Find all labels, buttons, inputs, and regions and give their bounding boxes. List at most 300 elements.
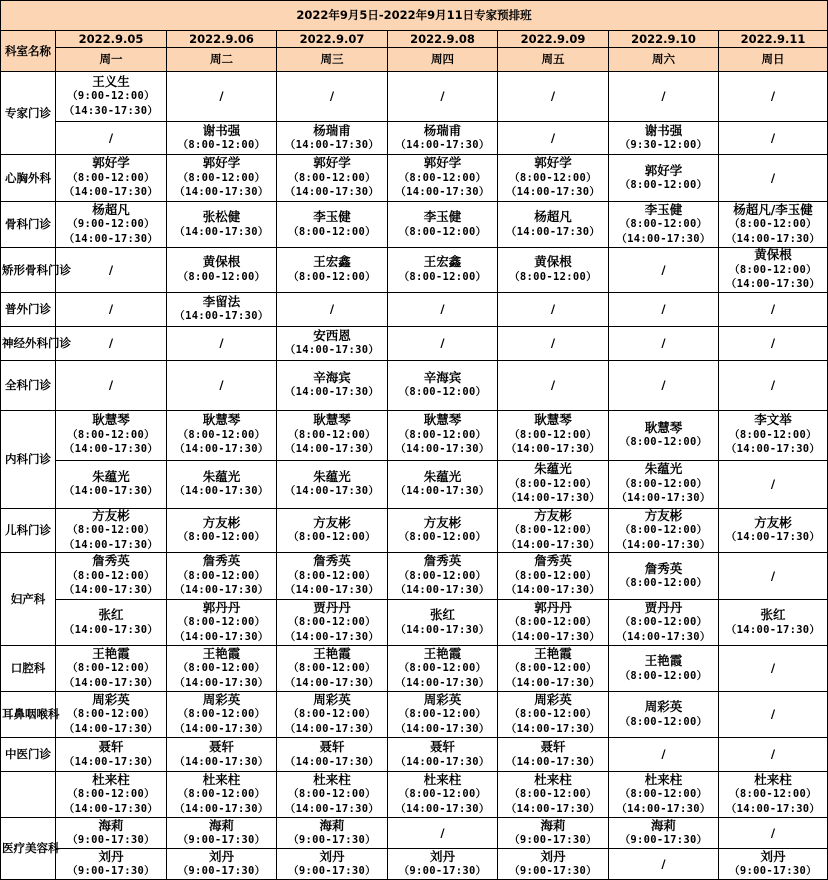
schedule-cell bbox=[167, 292, 277, 326]
time-slot: （14:00-17:30） bbox=[505, 722, 601, 735]
schedule-cell: / bbox=[719, 155, 828, 202]
time-slot: （8:00-12:00） bbox=[288, 616, 376, 629]
doctor-name: 郭好学 bbox=[313, 155, 351, 171]
time-slot: （14:00-17:30） bbox=[284, 186, 380, 199]
time-slot: （14:00-17:30） bbox=[395, 443, 490, 456]
department-name: 骨科门诊 bbox=[1, 202, 56, 248]
time-slot: （8:00-12:00） bbox=[67, 662, 155, 675]
time-slot: （14:00-17:30） bbox=[395, 676, 490, 689]
doctor-name: 杜来柱 bbox=[754, 771, 792, 787]
schedule-cell: / bbox=[167, 326, 277, 360]
schedule-cell: / bbox=[388, 292, 498, 326]
time-slot: （14:00-17:30） bbox=[174, 722, 269, 735]
weekday-header: 周二 bbox=[167, 48, 277, 72]
table-row bbox=[1, 508, 828, 553]
schedule-cell bbox=[167, 772, 277, 818]
schedule-cell bbox=[719, 849, 828, 880]
schedule-cell bbox=[56, 818, 167, 849]
schedule-cell bbox=[719, 202, 828, 248]
time-slot: （14:00-17:30） bbox=[725, 443, 821, 456]
time-slot: （8:00-12:00） bbox=[619, 616, 708, 629]
department-name: 儿科门诊 bbox=[1, 508, 56, 553]
doctor-name: 郭好学 bbox=[92, 155, 130, 171]
doctor-name: 聂轩 bbox=[540, 739, 566, 754]
schedule-cell bbox=[56, 460, 167, 508]
schedule-cell bbox=[277, 818, 388, 849]
doctor-name: 聂轩 bbox=[98, 739, 124, 754]
schedule-cell bbox=[167, 122, 277, 155]
schedule-cell: / bbox=[498, 292, 609, 326]
schedule-cell bbox=[719, 600, 828, 646]
doctor-name: 海莉 bbox=[98, 817, 124, 833]
doctor-name: 朱蕴光 bbox=[202, 468, 241, 484]
doctor-name: 李玉健 bbox=[313, 209, 351, 224]
time-slot: （8:00-12:00） bbox=[177, 428, 266, 441]
weekday-header: 周日 bbox=[719, 48, 828, 72]
table-row bbox=[1, 818, 828, 849]
time-slot: （9:00-17:30） bbox=[288, 865, 376, 877]
schedule-cell bbox=[277, 460, 388, 508]
time-slot: （14:00-17:30） bbox=[725, 802, 821, 815]
doctor-name: 杜来柱 bbox=[202, 771, 241, 787]
time-slot: （14:00-17:30） bbox=[174, 186, 269, 199]
time-slot: （14:00-17:30） bbox=[174, 310, 269, 322]
schedule-cell bbox=[498, 155, 609, 202]
schedule-cell bbox=[388, 772, 498, 818]
time-slot: （8:00-12:00） bbox=[288, 171, 376, 184]
schedule-cell: / bbox=[388, 72, 498, 122]
schedule-cell bbox=[388, 122, 498, 155]
schedule-cell bbox=[388, 202, 498, 248]
doctor-name: 詹秀英 bbox=[313, 553, 351, 569]
schedule-cell bbox=[56, 553, 167, 600]
doctor-name: 张红 bbox=[760, 607, 786, 622]
schedule-cell bbox=[277, 326, 388, 360]
time-slot: （8:00-12:00） bbox=[398, 788, 487, 801]
schedule-cell: / bbox=[609, 360, 719, 410]
schedule-cell bbox=[277, 122, 388, 155]
department-name bbox=[1, 772, 56, 818]
time-slot: （14:00-17:30） bbox=[174, 676, 269, 689]
time-slot: （8:00-12:00） bbox=[177, 662, 266, 675]
time-slot: （14:00-17:30） bbox=[63, 755, 159, 768]
weekday-header-row bbox=[1, 48, 828, 72]
time-slot: （14:00-17:30） bbox=[174, 755, 269, 768]
schedule-cell bbox=[277, 692, 388, 738]
time-slot: （9:00-17:30） bbox=[67, 865, 155, 877]
schedule-cell bbox=[609, 122, 719, 155]
time-slot: （9:00-12:00） bbox=[67, 90, 155, 103]
doctor-name: 刘丹 bbox=[208, 848, 234, 864]
time-slot: （8:00-12:00） bbox=[619, 477, 708, 490]
schedule-cell bbox=[277, 849, 388, 880]
time-slot: （9:00-17:30） bbox=[177, 834, 266, 846]
date-header: 2022.9.08 bbox=[388, 31, 498, 48]
schedule-cell bbox=[498, 692, 609, 738]
table-row bbox=[1, 326, 828, 360]
schedule-cell bbox=[56, 738, 167, 772]
schedule-cell bbox=[56, 692, 167, 738]
time-slot: （8:00-12:00） bbox=[177, 139, 266, 151]
doctor-name: 詹秀英 bbox=[202, 553, 241, 569]
time-slot: （14:00-17:30） bbox=[63, 623, 159, 636]
time-slot: （14:00-17:30） bbox=[284, 584, 380, 597]
doctor-name: 郭好学 bbox=[534, 155, 572, 171]
time-slot: （14:00-17:30） bbox=[616, 802, 711, 815]
schedule-cell bbox=[167, 818, 277, 849]
schedule-cell bbox=[609, 772, 719, 818]
doctor-name: 杜来柱 bbox=[92, 771, 130, 787]
time-slot: （8:00-12:00） bbox=[67, 708, 155, 721]
schedule-cell: / bbox=[719, 553, 828, 600]
doctor-name: 詹秀英 bbox=[534, 553, 572, 569]
schedule-cell: / bbox=[56, 248, 167, 293]
doctor-name: 王义生 bbox=[92, 73, 130, 89]
department-name: 内科门诊 bbox=[1, 410, 56, 508]
doctor-name: 朱蕴光 bbox=[534, 461, 572, 477]
doctor-name: 李玉健 bbox=[423, 209, 462, 224]
schedule-cell bbox=[609, 508, 719, 553]
time-slot: （14:00-17:30） bbox=[505, 443, 601, 456]
time-slot: （8:00-12:00） bbox=[398, 569, 487, 582]
doctor-name: 郭好学 bbox=[202, 155, 241, 171]
time-slot: （14:00-17:30） bbox=[174, 485, 269, 497]
schedule-cell bbox=[277, 738, 388, 772]
time-slot: （8:00-12:00） bbox=[398, 225, 487, 238]
schedule-cell bbox=[498, 818, 609, 849]
time-slot: （8:00-12:00） bbox=[288, 662, 376, 675]
schedule-cell bbox=[277, 360, 388, 410]
time-slot: （9:00-17:30） bbox=[67, 834, 155, 846]
doctor-name: 刘丹 bbox=[319, 848, 345, 864]
schedule-cell bbox=[388, 508, 498, 553]
schedule-cell: / bbox=[498, 72, 609, 122]
time-slot: （8:00-12:00） bbox=[288, 708, 376, 721]
date-header: 2022.9.06 bbox=[167, 31, 277, 48]
doctor-name: 海莉 bbox=[540, 817, 566, 833]
time-slot: （8:00-12:00） bbox=[177, 531, 266, 544]
time-slot: （9:00-17:30） bbox=[619, 834, 708, 846]
time-slot: （14:00-17:30） bbox=[395, 186, 490, 199]
time-slot: （14:00-17:30） bbox=[616, 232, 711, 245]
doctor-name: 李玉健 bbox=[644, 201, 683, 217]
dept-column-header: 科室名称 bbox=[1, 31, 56, 72]
schedule-cell: / bbox=[609, 248, 719, 293]
doctor-name: 黄保根 bbox=[202, 254, 241, 270]
schedule-cell: / bbox=[56, 122, 167, 155]
schedule-cell: / bbox=[277, 72, 388, 122]
schedule-cell bbox=[56, 646, 167, 692]
doctor-name: 杨超凡/李玉健 bbox=[733, 201, 813, 217]
doctor-name: 王艳霞 bbox=[92, 645, 130, 661]
weekday-header: 周四 bbox=[388, 48, 498, 72]
time-slot: （8:00-12:00） bbox=[509, 616, 597, 629]
schedule-cell bbox=[388, 155, 498, 202]
time-slot: （14:00-17:30） bbox=[395, 722, 490, 735]
time-slot: （8:00-12:00） bbox=[177, 270, 266, 283]
time-slot: （14:30-17:30） bbox=[63, 104, 159, 117]
table-row bbox=[1, 646, 828, 692]
weekday-header: 周五 bbox=[498, 48, 609, 72]
schedule-cell bbox=[277, 508, 388, 553]
table-row bbox=[1, 772, 828, 818]
schedule-cell bbox=[609, 202, 719, 248]
doctor-name: 聂轩 bbox=[319, 739, 345, 754]
schedule-cell: / bbox=[56, 360, 167, 410]
table-row bbox=[1, 72, 828, 122]
time-slot: （14:00-17:30） bbox=[505, 802, 601, 815]
schedule-cell bbox=[388, 248, 498, 293]
doctor-name: 杨超凡 bbox=[534, 209, 572, 224]
schedule-cell: / bbox=[719, 360, 828, 410]
time-slot: （14:00-17:30） bbox=[725, 531, 821, 544]
schedule-cell bbox=[498, 460, 609, 508]
schedule-cell bbox=[277, 155, 388, 202]
schedule-cell bbox=[167, 553, 277, 600]
schedule-cell: / bbox=[388, 818, 498, 849]
table-row bbox=[1, 460, 828, 508]
time-slot: （14:00-17:30） bbox=[284, 443, 380, 456]
doctor-name: 郭丹丹 bbox=[534, 599, 572, 615]
time-slot: （14:00-17:30） bbox=[616, 538, 711, 551]
date-header: 2022.9.10 bbox=[609, 31, 719, 48]
department-name: 耳鼻咽喉科 bbox=[1, 692, 56, 738]
department-name: 中医门诊 bbox=[1, 738, 56, 772]
doctor-name: 王艳霞 bbox=[644, 653, 683, 668]
time-slot: （8:00-12:00） bbox=[729, 218, 817, 231]
schedule-cell bbox=[498, 410, 609, 460]
schedule-cell bbox=[388, 849, 498, 880]
table-row bbox=[1, 692, 828, 738]
schedule-cell: / bbox=[277, 292, 388, 326]
time-slot: （8:00-12:00） bbox=[288, 225, 376, 238]
schedule-cell bbox=[498, 600, 609, 646]
schedule-cell bbox=[167, 460, 277, 508]
schedule-cell bbox=[277, 772, 388, 818]
time-slot: （14:00-17:30） bbox=[395, 623, 490, 636]
schedule-cell: / bbox=[719, 646, 828, 692]
table-row bbox=[1, 738, 828, 772]
doctor-name: 詹秀英 bbox=[92, 553, 130, 569]
time-slot: （14:00-17:30） bbox=[63, 722, 159, 735]
time-slot: （14:00-17:30） bbox=[63, 538, 159, 551]
schedule-cell bbox=[719, 508, 828, 553]
schedule-cell bbox=[388, 738, 498, 772]
doctor-name: 海莉 bbox=[650, 817, 676, 833]
schedule-cell bbox=[167, 692, 277, 738]
schedule-cell bbox=[277, 646, 388, 692]
doctor-name: 周彩英 bbox=[313, 691, 351, 707]
time-slot: （9:00-17:30） bbox=[729, 865, 817, 877]
schedule-cell: / bbox=[719, 292, 828, 326]
doctor-name: 杨瑞甫 bbox=[423, 122, 462, 138]
doctor-name: 方友彬 bbox=[754, 514, 792, 530]
time-slot: （8:00-12:00） bbox=[398, 428, 487, 441]
schedule-cell bbox=[388, 692, 498, 738]
time-slot: （8:00-12:00） bbox=[67, 569, 155, 582]
schedule-cell bbox=[388, 360, 498, 410]
time-slot: （8:00-12:00） bbox=[619, 577, 708, 589]
time-slot: （8:00-12:00） bbox=[177, 788, 266, 801]
time-slot: （8:00-12:00） bbox=[67, 171, 155, 184]
doctor-name: 刘丹 bbox=[540, 848, 566, 864]
time-slot: （9:00-17:30） bbox=[398, 865, 487, 877]
time-slot: （14:00-17:30） bbox=[616, 630, 711, 643]
doctor-name: 王艳霞 bbox=[534, 645, 572, 661]
doctor-name: 杨超凡 bbox=[92, 201, 130, 217]
schedule-cell: / bbox=[498, 122, 609, 155]
schedule-cell bbox=[56, 202, 167, 248]
time-slot: （8:00-12:00） bbox=[509, 428, 597, 441]
doctor-name: 海莉 bbox=[319, 817, 345, 833]
doctor-name: 谢书强 bbox=[202, 122, 241, 138]
time-slot: （8:00-12:00） bbox=[288, 788, 376, 801]
doctor-name: 詹秀英 bbox=[644, 560, 683, 576]
time-slot: （8:00-12:00） bbox=[288, 270, 376, 283]
doctor-name: 刘丹 bbox=[98, 848, 124, 864]
doctor-name: 周彩英 bbox=[423, 691, 462, 707]
schedule-cell: / bbox=[609, 326, 719, 360]
time-slot: （14:00-17:30） bbox=[63, 485, 159, 497]
doctor-name: 张红 bbox=[98, 607, 124, 622]
schedule-cell bbox=[277, 248, 388, 293]
schedule-cell bbox=[609, 155, 719, 202]
doctor-name: 朱蕴光 bbox=[92, 468, 130, 484]
time-slot: （8:00-12:00） bbox=[729, 428, 817, 441]
doctor-name: 周彩英 bbox=[644, 699, 683, 714]
time-slot: （8:00-12:00） bbox=[619, 218, 708, 231]
schedule-cell bbox=[167, 202, 277, 248]
date-header-row bbox=[1, 31, 828, 48]
table-row bbox=[1, 360, 828, 410]
doctor-name: 耿慧琴 bbox=[202, 412, 241, 428]
time-slot: （14:00-17:30） bbox=[505, 630, 601, 643]
doctor-name: 杜来柱 bbox=[644, 771, 683, 787]
doctor-name: 王宏鑫 bbox=[313, 254, 351, 270]
time-slot: （14:00-17:30） bbox=[174, 225, 269, 238]
time-slot: （14:00-17:30） bbox=[284, 344, 380, 356]
time-slot: （14:00-17:30） bbox=[284, 139, 380, 151]
time-slot: （14:00-17:30） bbox=[284, 755, 380, 768]
time-slot: （14:00-17:30） bbox=[725, 623, 821, 636]
doctor-name: 李留法 bbox=[202, 293, 241, 309]
schedule-cell bbox=[498, 202, 609, 248]
schedule-cell bbox=[56, 410, 167, 460]
time-slot: （8:00-12:00） bbox=[177, 616, 266, 629]
schedule-cell: / bbox=[719, 72, 828, 122]
time-slot: （9:00-17:30） bbox=[177, 865, 266, 877]
page-title: 2022年9月5日-2022年9月11日专家预排班 bbox=[1, 1, 828, 31]
doctor-name: 张红 bbox=[429, 607, 455, 622]
table-row bbox=[1, 600, 828, 646]
schedule-cell bbox=[277, 600, 388, 646]
schedule-cell bbox=[56, 155, 167, 202]
time-slot: （8:00-12:00） bbox=[619, 179, 708, 191]
schedule-cell: / bbox=[719, 818, 828, 849]
schedule-cell bbox=[498, 553, 609, 600]
schedule-cell bbox=[498, 738, 609, 772]
weekday-header: 周六 bbox=[609, 48, 719, 72]
time-slot: （8:00-12:00） bbox=[398, 662, 487, 675]
doctor-name: 辛海宾 bbox=[423, 369, 462, 385]
schedule-cell bbox=[498, 508, 609, 553]
schedule-cell bbox=[609, 553, 719, 600]
time-slot: （14:00-17:30） bbox=[284, 630, 380, 643]
doctor-name: 李文举 bbox=[754, 412, 792, 428]
time-slot: （8:00-12:00） bbox=[509, 788, 597, 801]
time-slot: （8:00-12:00） bbox=[177, 569, 266, 582]
time-slot: （14:00-17:30） bbox=[284, 485, 380, 497]
time-slot: （9:00-12:00） bbox=[67, 218, 155, 231]
schedule-cell: / bbox=[388, 326, 498, 360]
time-slot: （8:00-12:00） bbox=[288, 531, 376, 544]
schedule-cell: / bbox=[167, 72, 277, 122]
weekday-header: 周一 bbox=[56, 48, 167, 72]
schedule-cell bbox=[609, 818, 719, 849]
table-row bbox=[1, 248, 828, 293]
doctor-name: 周彩英 bbox=[92, 691, 130, 707]
schedule-cell: / bbox=[56, 326, 167, 360]
schedule-cell: / bbox=[719, 460, 828, 508]
doctor-name: 耿慧琴 bbox=[92, 412, 130, 428]
doctor-name: 杜来柱 bbox=[423, 771, 462, 787]
doctor-name: 朱蕴光 bbox=[313, 468, 351, 484]
time-slot: （14:00-17:30） bbox=[505, 755, 601, 768]
time-slot: （8:00-12:00） bbox=[398, 171, 487, 184]
time-slot: （9:00-17:30） bbox=[288, 834, 376, 846]
doctor-name: 詹秀英 bbox=[423, 553, 462, 569]
table-row bbox=[1, 553, 828, 600]
doctor-name: 朱蕴光 bbox=[644, 461, 683, 477]
doctor-name: 谢书强 bbox=[644, 122, 683, 138]
schedule-cell bbox=[167, 738, 277, 772]
time-slot: （8:00-12:00） bbox=[619, 436, 708, 448]
table-row bbox=[1, 122, 828, 155]
time-slot: （8:00-12:00） bbox=[177, 171, 266, 184]
schedule-cell bbox=[609, 692, 719, 738]
weekday-header: 周三 bbox=[277, 48, 388, 72]
time-slot: （8:00-12:00） bbox=[619, 524, 708, 536]
schedule-cell: / bbox=[167, 360, 277, 410]
time-slot: （14:00-17:30） bbox=[505, 186, 601, 199]
schedule-cell: / bbox=[719, 692, 828, 738]
department-name: 专家门诊 bbox=[1, 72, 56, 155]
time-slot: （14:00-17:30） bbox=[284, 676, 380, 689]
schedule-cell bbox=[498, 646, 609, 692]
time-slot: （8:00-12:00） bbox=[619, 669, 708, 682]
time-slot: （14:00-17:30） bbox=[505, 225, 601, 238]
schedule-cell bbox=[56, 849, 167, 880]
department-name: 全科门诊 bbox=[1, 360, 56, 410]
time-slot: （14:00-17:30） bbox=[395, 755, 490, 768]
department-name: 口腔科 bbox=[1, 646, 56, 692]
schedule-cell bbox=[56, 72, 167, 122]
schedule-cell bbox=[388, 410, 498, 460]
table-row bbox=[1, 202, 828, 248]
time-slot: （8:00-12:00） bbox=[729, 263, 817, 276]
time-slot: （14:00-17:30） bbox=[63, 676, 159, 689]
doctor-name: 聂轩 bbox=[429, 739, 455, 754]
doctor-name: 王艳霞 bbox=[313, 645, 351, 661]
time-slot: （14:00-17:30） bbox=[63, 443, 159, 456]
doctor-name: 王艳霞 bbox=[423, 645, 462, 661]
schedule-cell bbox=[167, 248, 277, 293]
time-slot: （9:00-17:30） bbox=[509, 834, 597, 846]
doctor-name: 方友彬 bbox=[202, 514, 241, 530]
schedule-cell bbox=[277, 553, 388, 600]
time-slot: （8:00-12:00） bbox=[67, 788, 155, 801]
time-slot: （9:00-17:30） bbox=[509, 865, 597, 877]
